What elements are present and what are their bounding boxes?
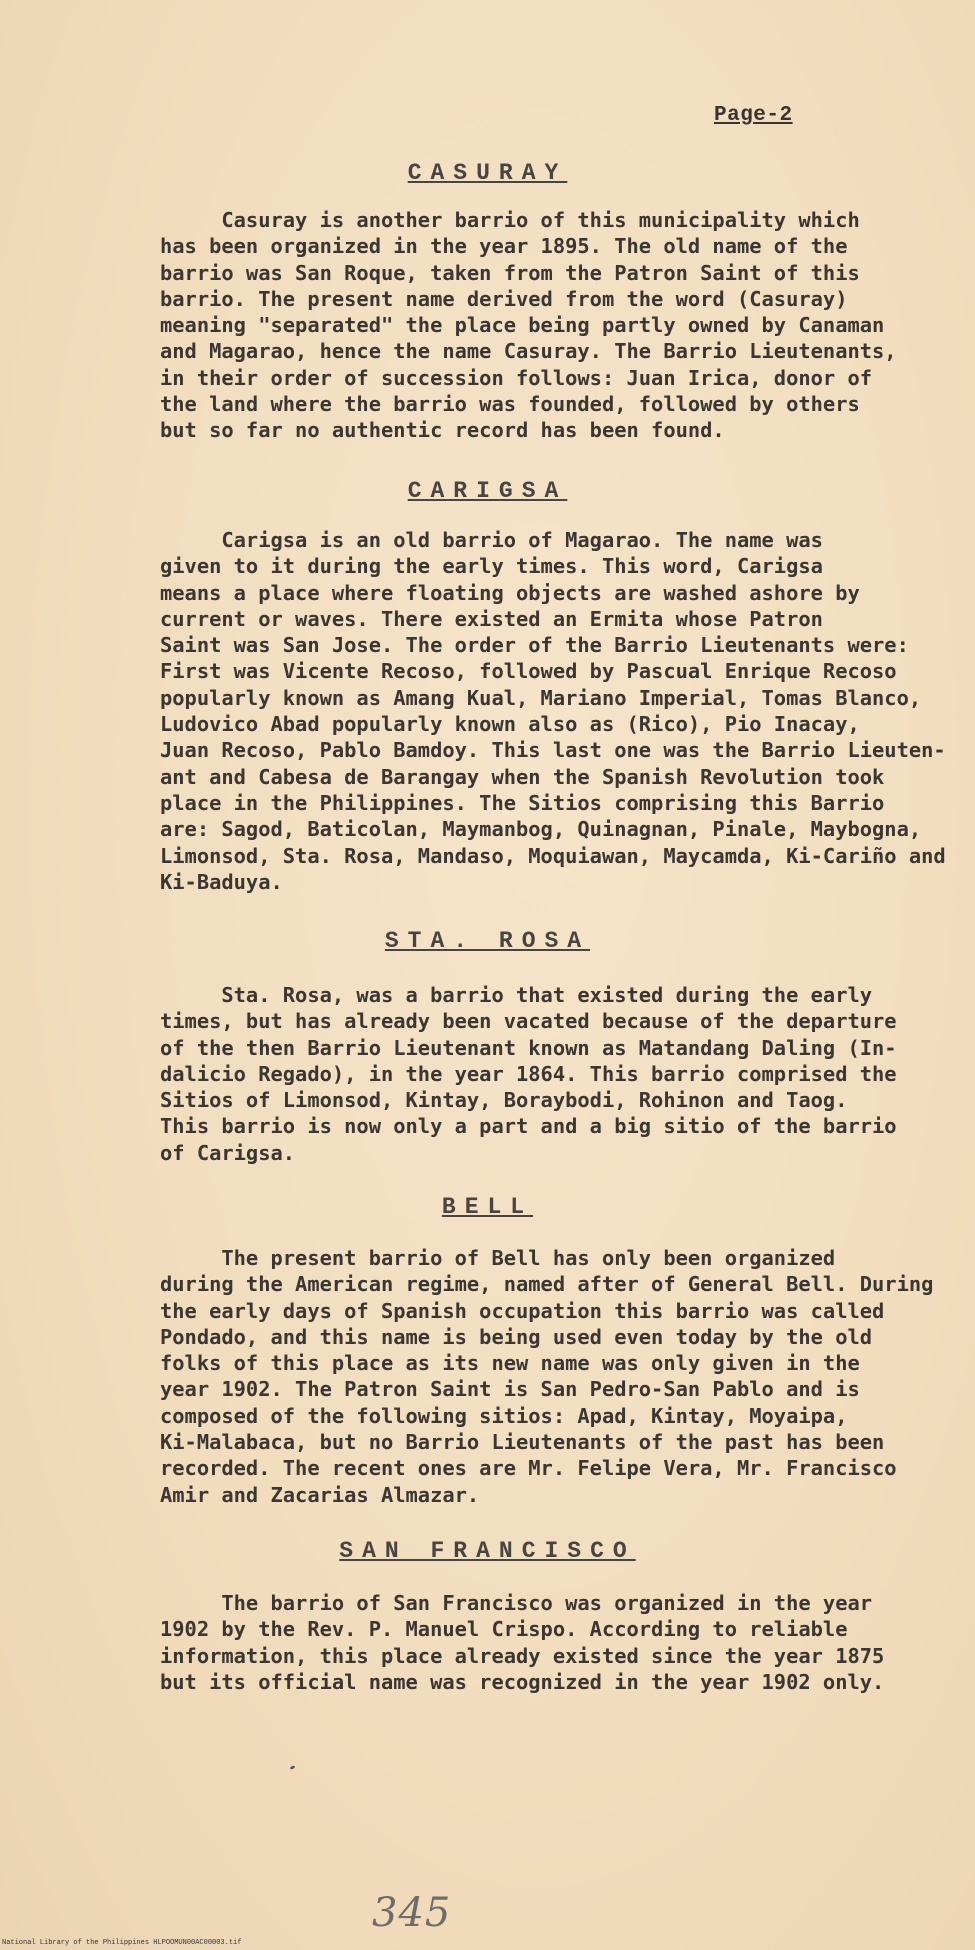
heading-casuray: CASURAY [407,160,568,186]
paragraph-sta-rosa: Sta. Rosa, was a barrio that existed during the early times, but has already been vacated because of the departure of the then Barrio Lieutenant known as Matandang Daling (In- dalicio Regado), in the year 1864. This barrio comprised the Sitios of Limonsod, Kintay, Boraybodi, Rohinon and Taog. This barrio is now only a part and a big sitio of the barrio of Carigsa. [160,983,897,1165]
ink-speck [290,1765,296,1770]
heading-bell: BELL [441,1194,534,1220]
handwritten-page-number: 345 [372,1890,452,1936]
paragraph-bell: The present barrio of Bell has only been organized during the American regime, named after of General Bell. During the early days of Spanish occupation this barrio was called Pondado, and this name is being used even today by the old folks of this place as its new name was only given in the year 1902. The Patron Saint is San Pedro-San Pablo and is composed of the following sitios: Apad, Kintay, Moyaipa, Ki-Malabaca, but no Barrio Lieutenants of the past has been recorded. The recent ones are Mr. Felipe Vera, Mr. Francisco Amir and Zacarias Almazar. [160,1246,934,1507]
paragraph-carigsa: Carigsa is an old barrio of Magarao. The name was given to it during the early times. This word, Carigsa means a place where floating objects are washed ashore by current or waves. There existed an Ermita whose Patron Saint was San Jose. The order of the Barrio Lieutenants were: First was Vicente Recoso, followed by Pascual Enrique Recoso popularly known as Amang Kual, Mariano Imperial, Tomas Blanco, Ludovico Abad popularly known also as (Rico), Pio Inacay, Juan Recoso, Pablo Bamdoy. This last one was the Barrio Lieuten- ant and Cabesa de Barangay when the Spanish Revolution took place in the Philippines. The Sitios comprising this Barrio are: Sagod, Baticolan, Maymanbog, Quinagnan, Pinale, Maybogna, Limonsod, Sta. Rosa, Mandaso, Moquiawan, Maycamda, Ki-Cariño and Ki-Baduya. [160,528,946,894]
heading-sta-rosa: STA. ROSA [384,928,591,954]
heading-san-francisco: SAN FRANCISCO [339,1538,636,1564]
page-number: Page-2 [714,104,793,127]
paragraph-san-francisco: The barrio of San Francisco was organized in the year 1902 by the Rev. P. Manuel Crispo. According to reliable information, this place already existed since the year 1875 but its official name was recognized in the year 1902 only. [160,1591,885,1694]
paragraph-casuray: Casuray is another barrio of this municipality which has been organized in the year 1895. The old name of the barrio was San Roque, taken from the Patron Saint of this barrio. The present name derived from the word (Casuray) meaning "separated" the place being partly owned by Canaman and Magarao, hence the name Casuray. The Barrio Lieutenants, in their order of succession follows: Juan Irica, donor of the land where the barrio was founded, followed by others but so far no authentic record has been found. [160,208,897,443]
footer-caption: National Library of the Philippines HLPOOMUN00AC00003.tif [2,1939,242,1947]
heading-carigsa: CARIGSA [407,478,568,504]
